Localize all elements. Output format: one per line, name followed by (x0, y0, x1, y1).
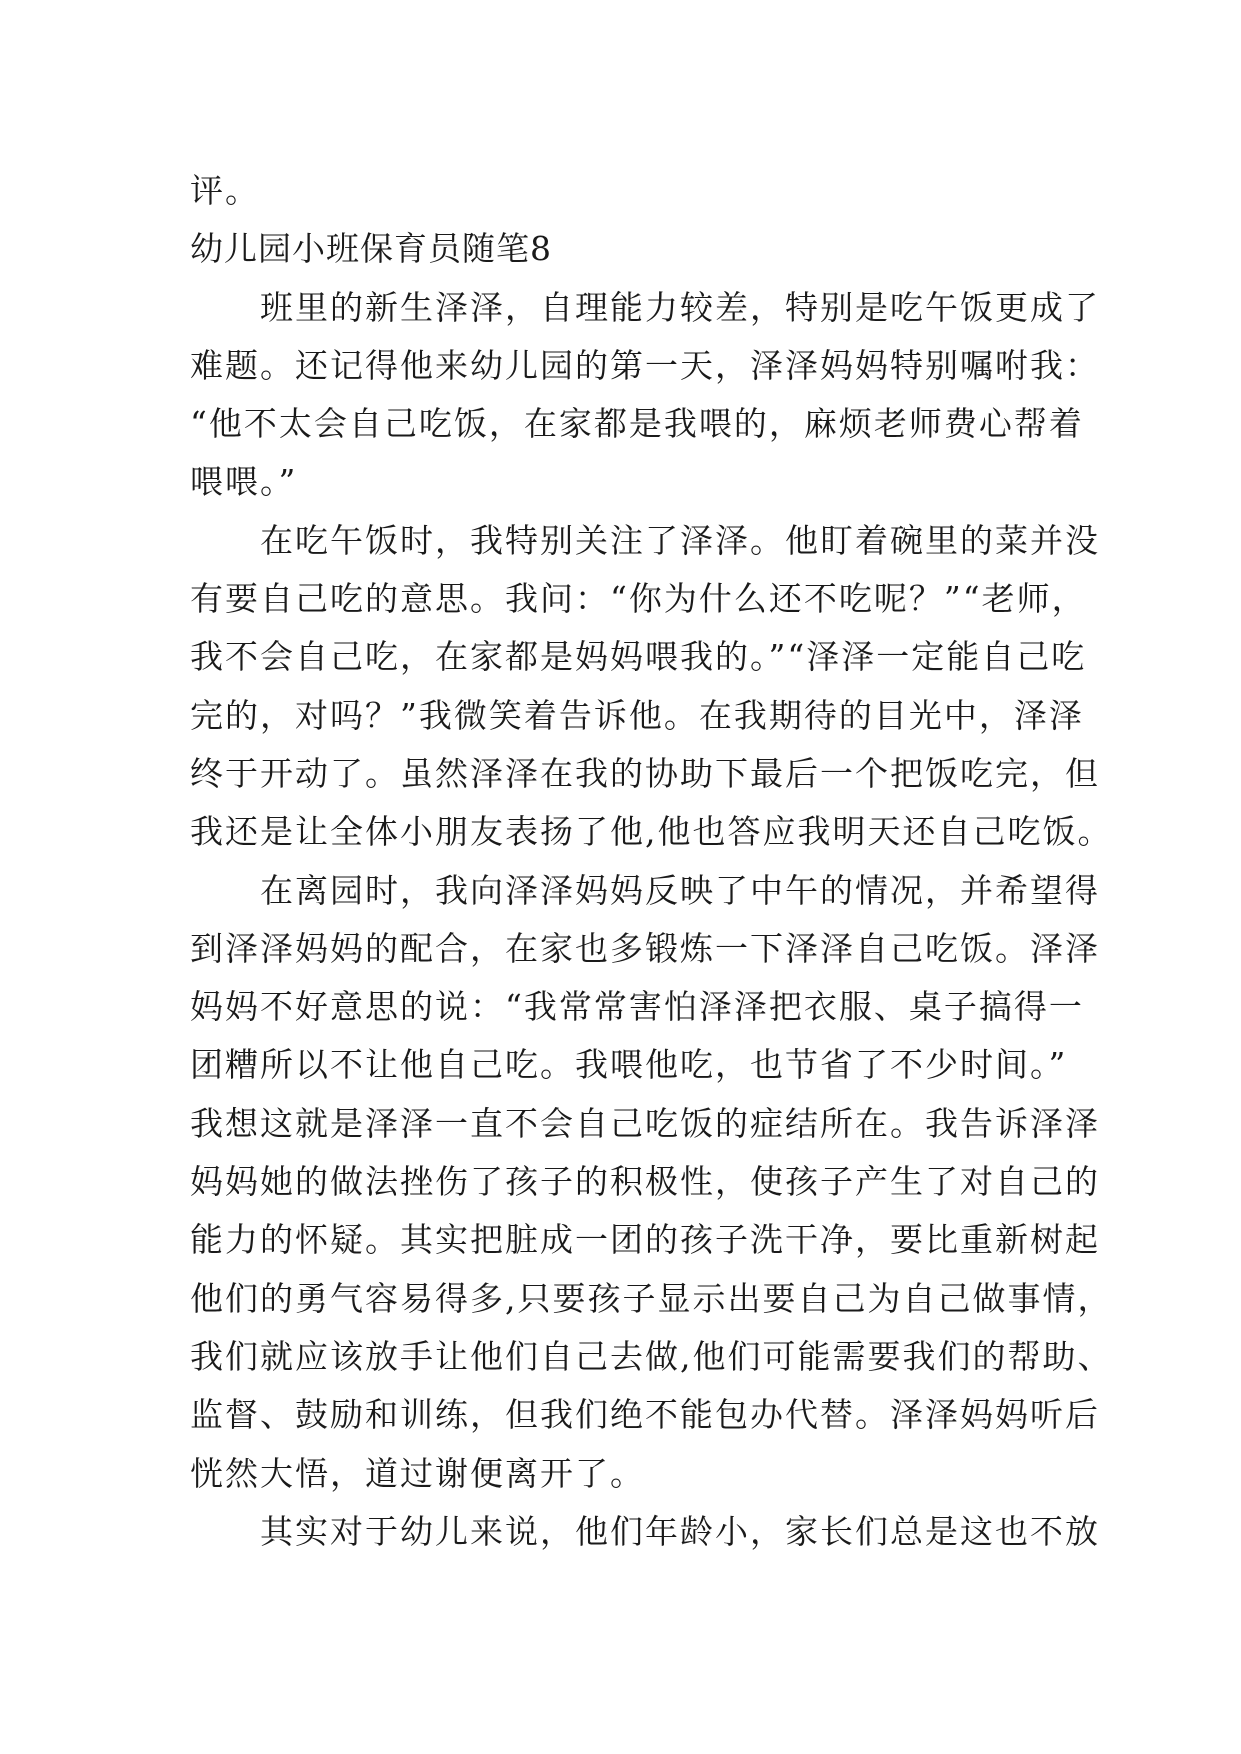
paragraph-line: “他不太会自己吃饭，在家都是我喂的，麻烦老师费心帮着 (190, 404, 1084, 444)
paragraph-line: 我想这就是泽泽一直不会自己吃饭的症结所在。我告诉泽泽 (190, 1103, 1100, 1143)
paragraph-line: 喂喂。” (190, 462, 298, 502)
paragraph-line: 能力的怀疑。其实把脏成一团的孩子洗干净，要比重新树起 (190, 1220, 1100, 1260)
paragraph-line: 到泽泽妈妈的配合，在家也多锻炼一下泽泽自己吃饭。泽泽 (190, 928, 1100, 968)
paragraph-line: 我们就应该放手让他们自己去做,他们可能需要我们的帮助、 (190, 1336, 1113, 1376)
paragraph-line: 难题。还记得他来幼儿园的第一天，泽泽妈妈特别嘱咐我： (190, 345, 1100, 385)
paragraph-line: 团糟所以不让他自己吃。我喂他吃，也节省了不少时间。” (190, 1045, 1068, 1085)
paragraph-line: 有要自己吃的意思。我问：“你为什么还不吃呢？”“老师， (190, 579, 1087, 619)
paragraph-line: 妈妈不好意思的说：“我常常害怕泽泽把衣服、桌子搞得一 (190, 987, 1084, 1027)
paragraph-line: 恍然大悟，道过谢便离开了。 (190, 1453, 645, 1493)
paragraph-line: 班里的新生泽泽，自理能力较差，特别是吃午饭更成了 (260, 287, 1100, 327)
paragraph-1 (190, 279, 1100, 512)
paragraph-4 (190, 1503, 1100, 1561)
document-body (190, 162, 1113, 1561)
paragraph-line: 监督、鼓励和训练，但我们绝不能包办代替。泽泽妈妈听后 (190, 1395, 1100, 1435)
paragraph-line: 他们的勇气容易得多,只要孩子显示出要自己为自己做事情， (190, 1278, 1113, 1318)
paragraph-line: 其实对于幼儿来说，他们年龄小，家长们总是这也不放 (260, 1511, 1100, 1551)
fragment-line: 评。 (190, 171, 260, 210)
paragraph-line: 我不会自己吃，在家都是妈妈喂我的。”“泽泽一定能自己吃 (190, 637, 1087, 677)
paragraph-line: 完的，对吗？”我微笑着告诉他。在我期待的目光中，泽泽 (190, 695, 1084, 735)
paragraph-line: 在离园时，我向泽泽妈妈反映了中午的情况，并希望得 (260, 870, 1100, 910)
paragraph-line: 妈妈她的做法挫伤了孩子的积极性，使孩子产生了对自己的 (190, 1162, 1100, 1202)
paragraph-2 (190, 512, 1113, 862)
paragraph-line: 终于开动了。虽然泽泽在我的协助下最后一个把饭吃完，但 (190, 753, 1100, 793)
paragraph-line: 我还是让全体小朋友表扬了他,他也答应我明天还自己吃饭。 (190, 812, 1113, 852)
paragraph-3 (190, 862, 1113, 1503)
section-title: 幼儿园小班保育员随笔8 (190, 229, 552, 269)
paragraph-line: 在吃午饭时，我特别关注了泽泽。他盯着碗里的菜并没 (260, 520, 1100, 560)
